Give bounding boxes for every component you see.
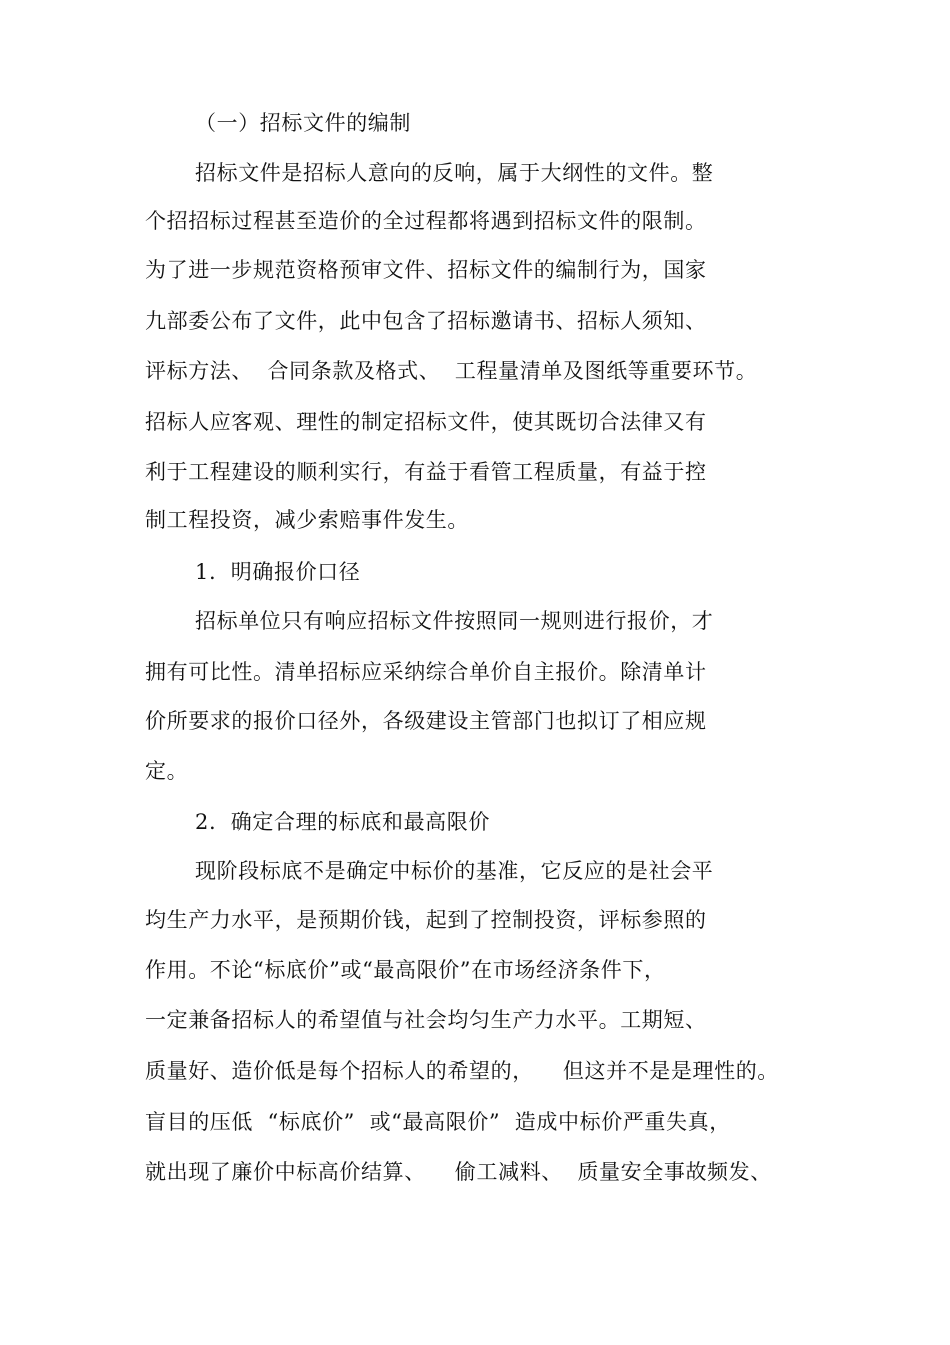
paragraph-line: 制工程投资，减少索赔事件发生。	[145, 508, 469, 532]
paragraph-line: 盲目的压低 “标底价” 或“最高限价” 造成中标价严重失真，	[145, 1110, 731, 1134]
paragraph-line: 个招招标过程甚至造价的全过程都将遇到招标文件的限制。	[145, 209, 707, 233]
subsection-heading: 1. 明确报价口径	[195, 560, 361, 584]
paragraph-line: 利于工程建设的顺利实行，有益于看管工程质量，有益于控	[145, 460, 707, 484]
subsection-heading: 2. 确定合理的标底和最高限价	[195, 810, 490, 834]
paragraph-line: 质量好、造价低是每个招标人的希望的， 但这并不是是理性的。	[145, 1059, 779, 1083]
paragraph-line: 一定兼备招标人的希望值与社会均匀生产力水平。工期短、	[145, 1008, 707, 1032]
paragraph-line: 就出现了廉价中标高价结算、 偷工减料、 质量安全事故频发、	[145, 1160, 772, 1184]
paragraph-line: 现阶段标底不是确定中标价的基准，它反应的是社会平	[195, 859, 714, 883]
section-heading: （一）招标文件的编制	[195, 111, 411, 135]
paragraph-line: 九部委公布了文件，此中包含了招标邀请书、招标人须知、	[145, 309, 707, 333]
paragraph-line: 定。	[145, 759, 189, 783]
paragraph-line: 拥有可比性。清单招标应采纳综合单价自主报价。除清单计	[145, 660, 707, 684]
paragraph-line: 评标方法、 合同条款及格式、 工程量清单及图纸等重要环节。	[145, 359, 758, 383]
paragraph-line: 均生产力水平，是预期价钱，起到了控制投资，评标参照的	[145, 908, 707, 932]
paragraph-line: 招标文件是招标人意向的反响，属于大纲性的文件。整	[195, 161, 714, 185]
paragraph-line: 作用。不论“标底价”或“最高限价”在市场经济条件下，	[145, 958, 666, 982]
paragraph-line: 招标人应客观、理性的制定招标文件，使其既切合法律又有	[145, 410, 707, 434]
paragraph-line: 为了进一步规范资格预审文件、招标文件的编制行为，国家	[145, 258, 707, 282]
paragraph-line: 招标单位只有响应招标文件按照同一规则进行报价，才	[195, 609, 714, 633]
paragraph-line: 价所要求的报价口径外，各级建设主管部门也拟订了相应规	[145, 709, 707, 733]
